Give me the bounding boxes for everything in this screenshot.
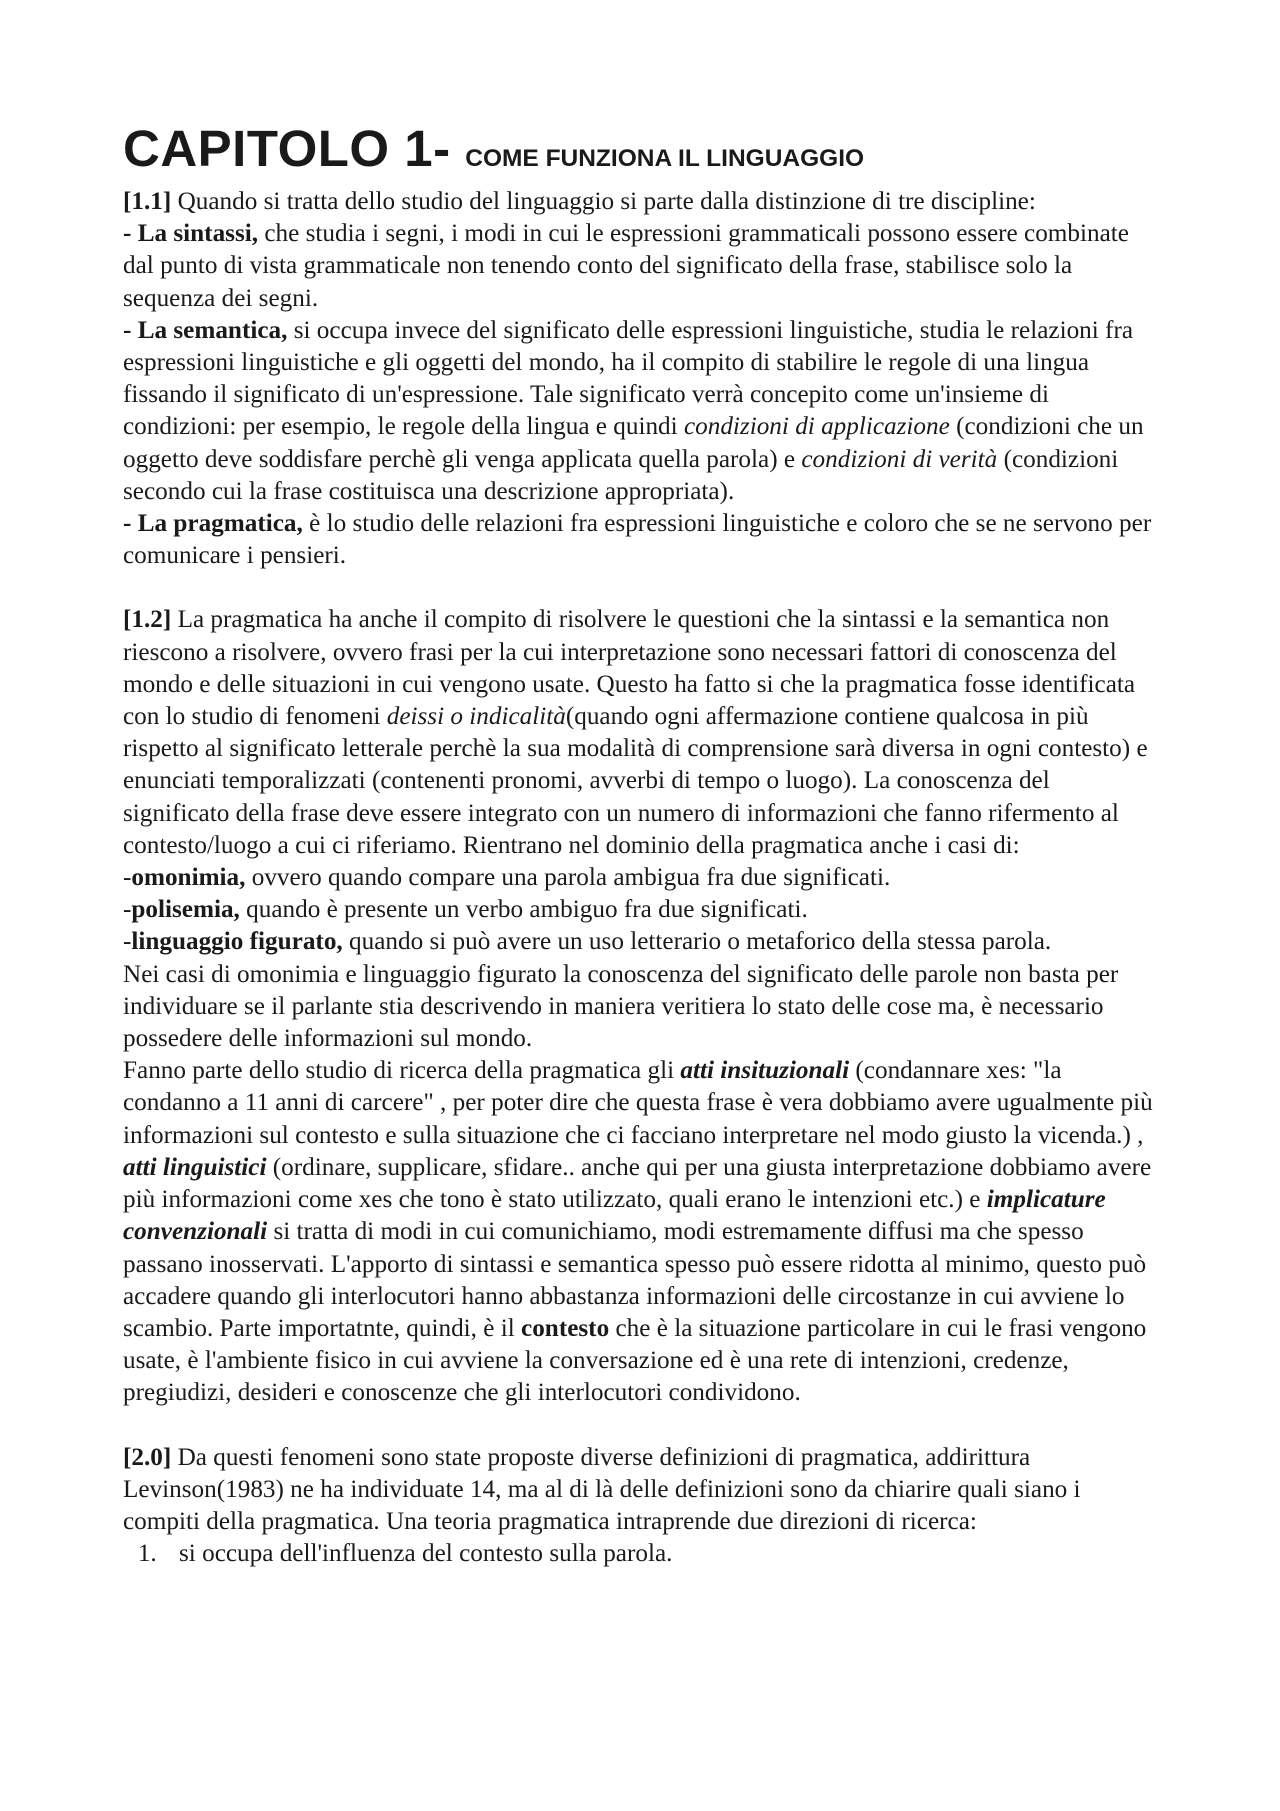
term-condizioni-applicazione: condizioni di applicazione — [683, 413, 950, 441]
term-omonimia: omonimia, — [131, 864, 246, 892]
list-item: 1. si occupa dell'influenza del contesto sulla parola. — [163, 1538, 1162, 1570]
case-linguaggio-figurato: -linguaggio figurato, quando si può avere un uso letterario o metaforico della stessa parola. — [123, 928, 1052, 956]
atti-paragraph: Fanno parte dello studio di ricerca della pragmatica gli atti insituzionali (condannare xes: "la condanno a 11 anni di carcere" , per poter dire che questa frase è vera dobbiamo avere ugualmente più informazioni sul contesto e sulla situazione che ci facciano interpretare nel modo giusto la vicenda.) , atti linguistici (ordinare, supplicare, sfidare.. anche qui per una giusta interpretazione dobbiamo avere più informazioni come xes che tono è stato utilizzato, quali erano le intenzioni etc.) e implicature convenzionali si tratta di modi in cui comunichiamo, modi estremamente diffusi ma che spesso passano inosservati. L'apporto di sintassi e semantica spesso può essere ridotta al minimo, questo può accadere quando gli interlocutori hanno abbastanza informazioni delle circostanze in cui avviene lo scambio. Parte importatnte, quindi, è il contesto che è la situazione particolare in cui le frasi vengono usate, è l'ambiente fisico in cui avviene la conversazione ed è una rete di intenzioni, credenze, pregiudizi, desideri e conoscenze che gli interlocutori condividono. — [123, 1057, 1153, 1407]
definition-semantica: - La semantica, si occupa invece del significato delle espressioni linguistiche, studia le relazioni fra espressioni linguistiche e gli oggetti del mondo, ha il compito di stabilire le regole di una lingua fissando il significato di un'espressione. Tale significato verrà concepito come un'insieme di condizioni: per esempio, le regole della lingua e quindi condizioni di applicazione (condizioni che un oggetto deve soddisfare perchè gli venga applicata quella parola) e condizioni di verità (condizioni secondo cui la frase costituisca una descrizione appropriata). — [123, 316, 1144, 505]
research-directions-list — [123, 1538, 1162, 1570]
term-atti-istituzionali: atti insituzionali — [680, 1057, 850, 1085]
section-ref: [2.0] — [123, 1443, 172, 1471]
paragraph-gap — [123, 572, 1162, 604]
term-atti-linguistici: atti linguistici — [123, 1153, 267, 1181]
term-condizioni-verita: condizioni di verità — [801, 445, 998, 473]
section-1-1-intro: [1.1] Quando si tratta dello studio del linguaggio si parte dalla distinzione di tre discipline: — [123, 188, 1036, 215]
omonimia-note: Nei casi di omonimia e linguaggio figurato la conoscenza del significato delle parole non basta per individuare se il parlante stia descrivendo in maniera veritiera lo stato delle cose ma, è necessario possedere delle informazioni sul mondo. — [123, 960, 1119, 1053]
section-2-0-body: [2.0] Da questi fenomeni sono state proposte diverse definizioni di pragmatica, addirittura Levinson(1983) ne ha individuate 14, ma al di là delle definizioni sono da chiarire quali siano i compiti della pragmatica. Una teoria pragmatica intraprende due direzioni di ricerca: — [123, 1443, 1081, 1535]
case-polisemia: -polisemia, quando è presente un verbo ambiguo fra due significati. — [123, 896, 808, 924]
chapter-title-sub: COME FUNZIONA IL LINGUAGGIO — [465, 145, 865, 172]
term-deissi: deissi o indicalità — [386, 703, 566, 731]
definition-sintassi: - La sintassi, che studia i segni, i modi in cui le espressioni grammaticali possono essere combinate dal punto di vista grammaticale non tenendo conto del significato della frase, stabilisce solo la sequenza dei segni. — [123, 220, 1129, 312]
term-implicature: implicature convenzionali — [123, 1186, 1106, 1246]
chapter-title-main: CAPITOLO 1- — [123, 120, 466, 177]
term-sintassi: La sintassi, — [137, 220, 259, 248]
definition-pragmatica: - La pragmatica, è lo studio delle relazioni fra espressioni linguistiche e coloro che se ne servono per comunicare i pensieri. — [123, 510, 1152, 570]
section-ref: [1.1] — [123, 188, 172, 215]
term-pragmatica: La pragmatica, — [137, 510, 303, 538]
section-1-2-body: [1.2] La pragmatica ha anche il compito di risolvere le questioni che la sintassi e la semantica non riescono a risolvere, ovvero frasi per la cui interpretazione sono necessari fattori di conoscenza del mondo e delle situazioni in cui vengono usate. Questo ha fatto si che la pragmatica fosse identificata con lo studio di fenomeni deissi o indicalità(quando ogni affermazione contiene qualcosa in più rispetto al significato letterale perchè la sua modalità di comprensione sarà diversa in ogni contesto) e enunciati temporalizzati (contenenti pronomi, avverbi di tempo o luogo). La conoscenza del significato della frase deve essere integrato con un numero di informazioni che fanno rifermento al contesto/luogo a cui ci riferiamo. Rientrano nel dominio della pragmatica anche i casi di: — [123, 606, 1148, 859]
section-ref: [1.2] — [123, 606, 172, 634]
case-omonimia: -omonimia, ovvero quando compare una parola ambigua fra due significati. — [123, 864, 891, 892]
term-contesto: contesto — [521, 1314, 610, 1342]
term-semantica: La semantica, — [137, 316, 288, 344]
chapter-title — [123, 122, 1162, 186]
paragraph-gap — [123, 1410, 1162, 1442]
term-linguaggio-figurato: linguaggio figurato, — [131, 928, 343, 956]
term-polisemia: polisemia, — [131, 896, 240, 924]
